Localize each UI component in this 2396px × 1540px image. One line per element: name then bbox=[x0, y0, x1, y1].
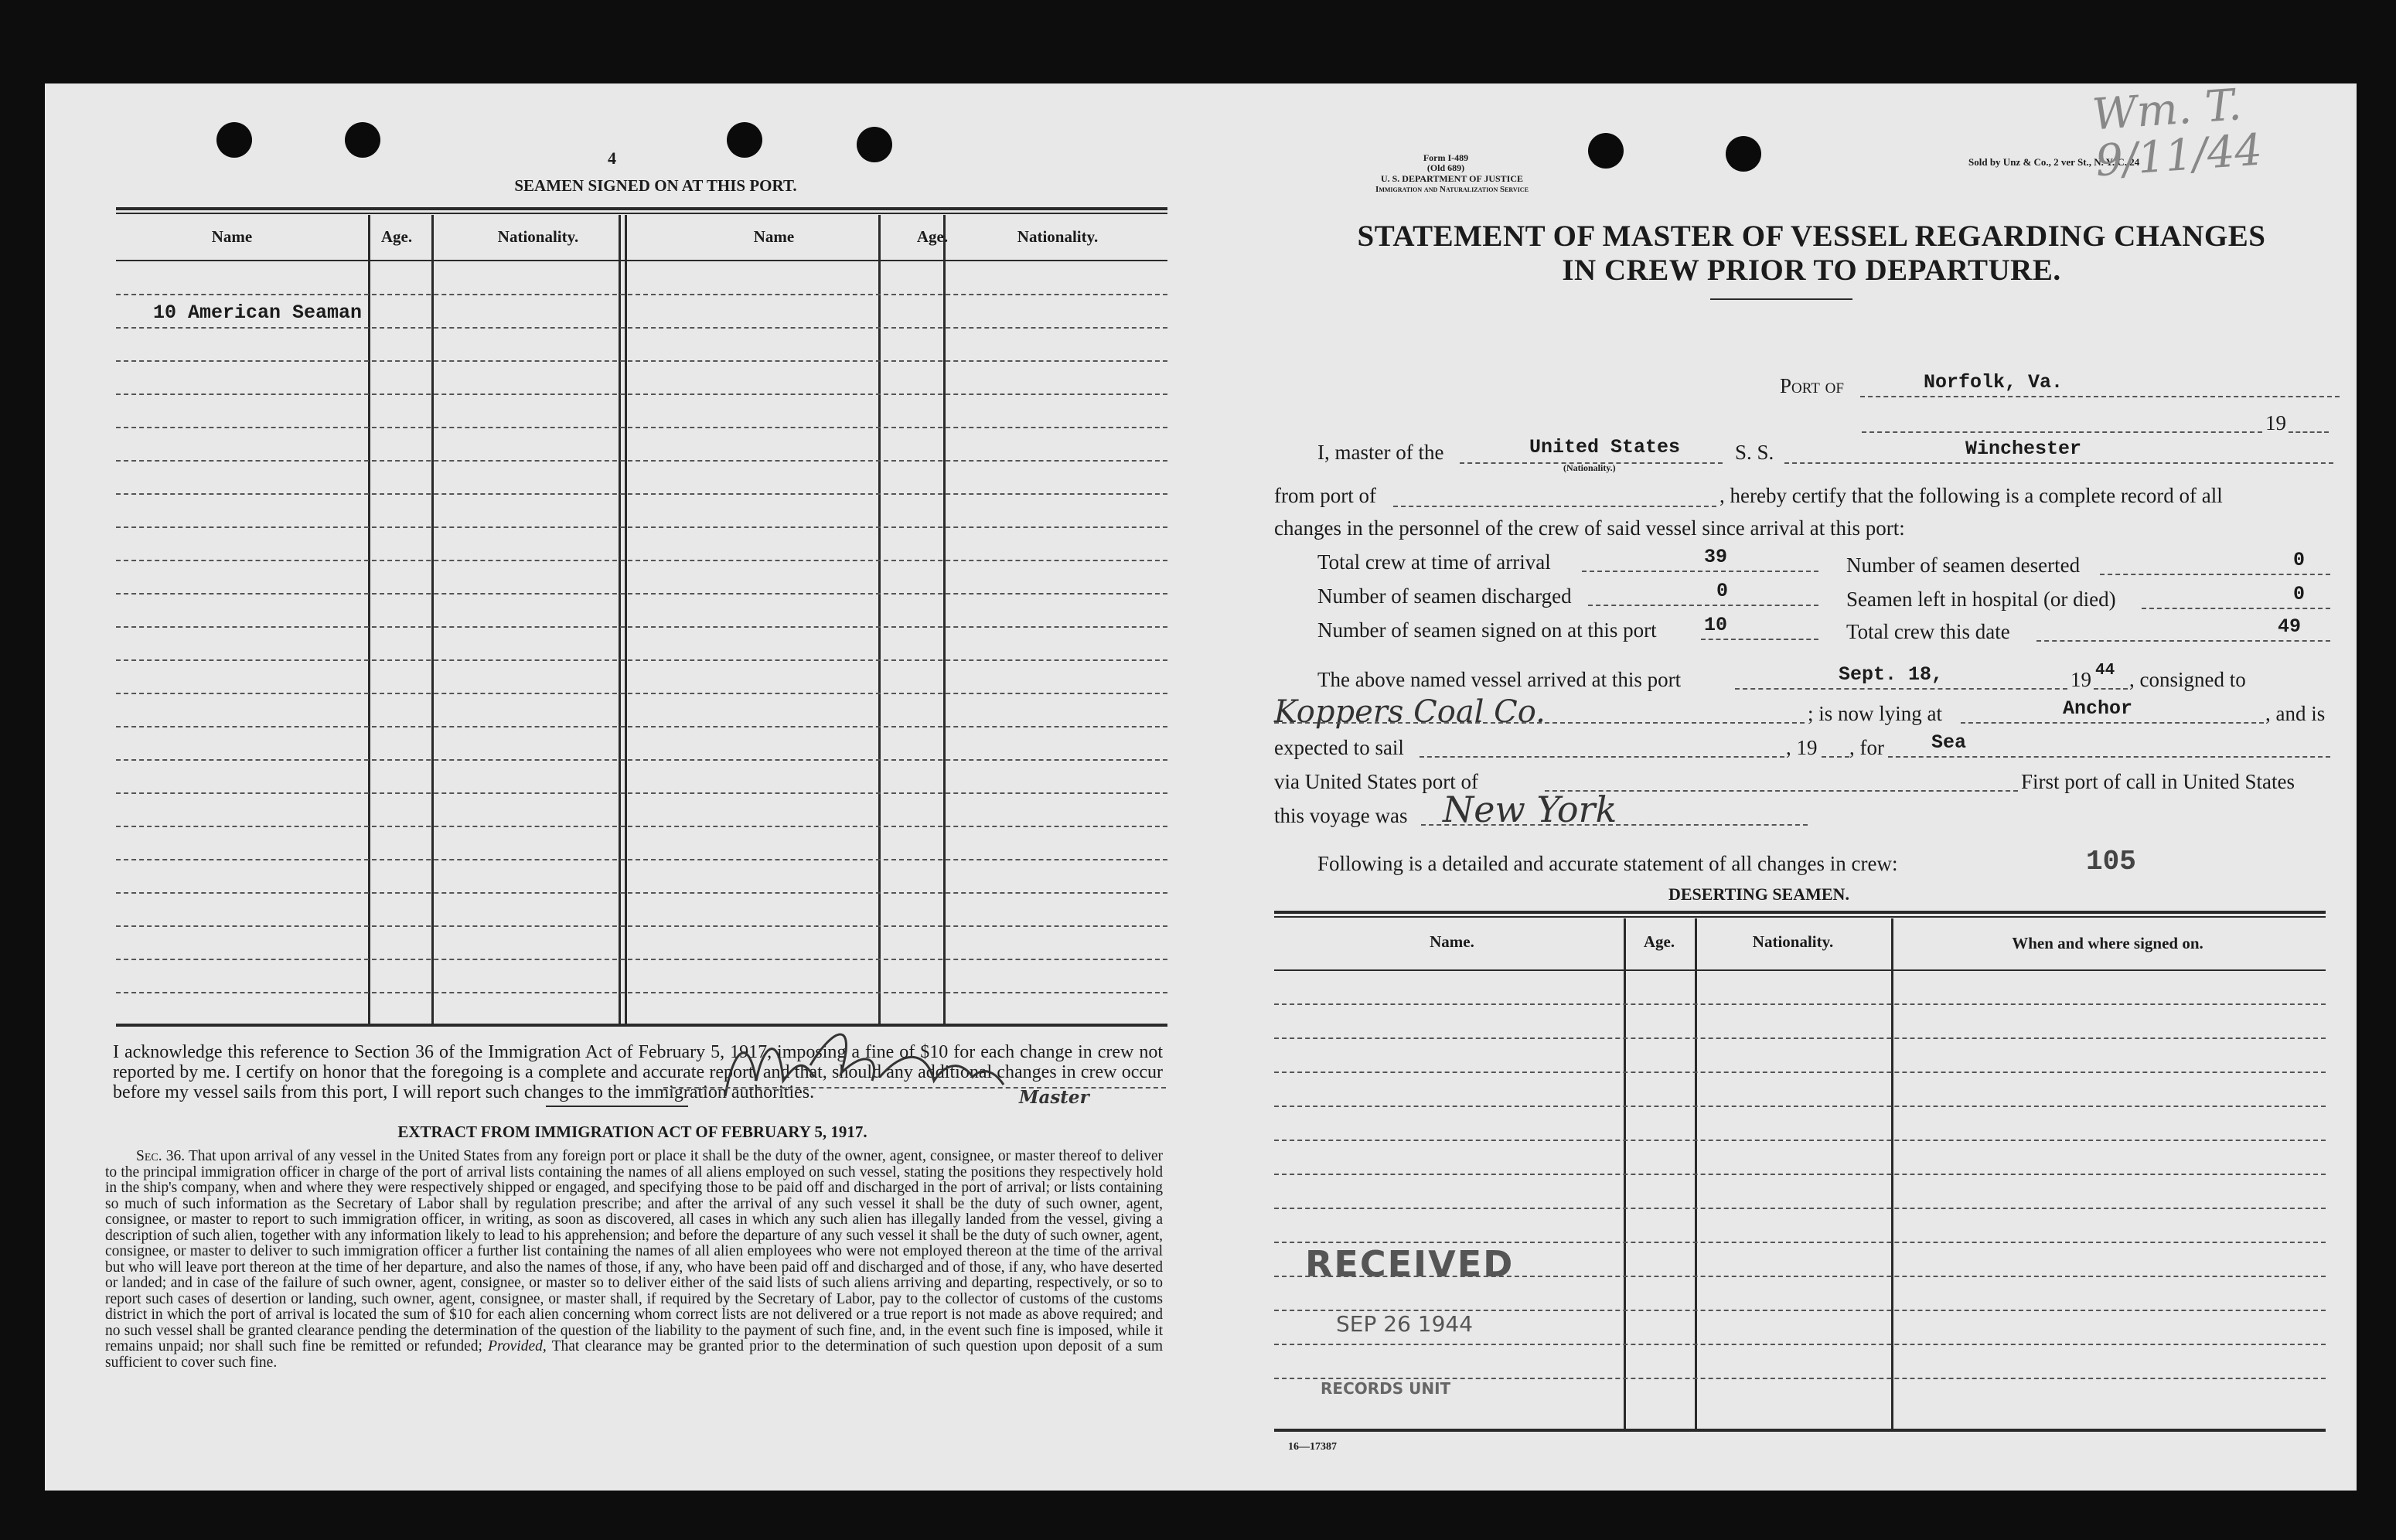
table-row bbox=[116, 959, 1167, 960]
field-line bbox=[1582, 571, 1818, 572]
table-row bbox=[1274, 1037, 2326, 1039]
document-sheet bbox=[45, 80, 2357, 1491]
following-text: Following is a detailed and accurate statement of all changes in crew: bbox=[1317, 852, 1898, 875]
vessel-name: Winchester bbox=[1965, 438, 2082, 460]
table-row bbox=[116, 493, 1167, 495]
extract-provided: Provided, bbox=[488, 1338, 547, 1354]
table-row bbox=[116, 460, 1167, 462]
table-top-rule bbox=[116, 213, 1167, 214]
consignee-handwritten: Koppers Coal Co. bbox=[1274, 694, 1546, 730]
voyage-line bbox=[1421, 824, 1808, 826]
table-row bbox=[1274, 1140, 2326, 1141]
via-port-label: via United States port of bbox=[1274, 770, 1478, 793]
table-row bbox=[116, 925, 1167, 927]
field-line bbox=[2142, 608, 2330, 609]
lying-at-line bbox=[1961, 722, 2264, 724]
punch-hole bbox=[345, 122, 380, 158]
seller-imprint: Sold by Unz & Co., 2 ver St., N. Y. C. 24 bbox=[1968, 156, 2140, 168]
for-label: , for bbox=[1849, 736, 1884, 759]
acknowledgment-paragraph: I acknowledge this reference to Section 36 of the Immigration Act of February 5, 1917, imposing a fine of $10 for each change in crew not reported by me. I certify on honor that the foregoing is a complete and accurate report, and that, should any additional changes in crew occur before my vessel sails from this port, I will report such changes to the immigration authorities. bbox=[113, 1042, 1163, 1102]
field-line bbox=[2036, 640, 2330, 642]
handwritten-corner-note: Wm. T. 9/11/44 bbox=[2091, 80, 2265, 187]
date-year-line bbox=[2289, 431, 2329, 433]
table-row bbox=[116, 394, 1167, 395]
extract-end: That clearance may be granted prior to the determination of such question upon deposit of a sum sufficient to cover such fine. bbox=[105, 1338, 1163, 1371]
received-stamp: RECEIVED bbox=[1305, 1243, 1515, 1285]
table-row bbox=[116, 526, 1167, 528]
port-value: Norfolk, Va. bbox=[1924, 371, 2064, 394]
expected-sail-label: expected to sail bbox=[1274, 736, 1404, 759]
column-header-nationality: Nationality. bbox=[497, 227, 579, 246]
header-rule bbox=[116, 260, 1167, 261]
footer-code: 16—17387 bbox=[1288, 1441, 1337, 1453]
port-line bbox=[1860, 396, 2340, 397]
table-row bbox=[116, 693, 1167, 694]
master-signature bbox=[679, 1003, 1034, 1112]
table-row bbox=[116, 626, 1167, 628]
table-row bbox=[1274, 1344, 2326, 1345]
column-divider bbox=[625, 215, 627, 1027]
discharged-value: 0 bbox=[1716, 580, 1729, 602]
hospital-value: 0 bbox=[2293, 583, 2306, 605]
certify-text: , hereby certify that the following is a complete record of all bbox=[1719, 484, 2223, 507]
extract-section-label: Sec. 36. bbox=[136, 1148, 186, 1164]
arrival-date-line bbox=[1735, 688, 2067, 690]
title-rule bbox=[1710, 298, 1852, 300]
extract-body: That upon arrival of any vessel in the United States from any foreign port or place it shall be the duty of the owner, agent, consignee, or master thereof to deliver to the principal immigration officer in charge of the port of arrival lists containing the names of all aliens employed on such vessel, stating the positions they respectively hold in the ship's company, when and where they were respectively shipped or engaged, and specifying those to be paid off and discharged in the port of arrival; or lists containing so much of such information as the Secretary of Labor shall by regulation prescribe; and after the arrival of any such vessel it shall be the duty of such owner, agent, consignee, or master to report to such immigration officer, in writing, as soon as discovered, all cases in which any such alien has illegally landed from the vessel, giving a description of such alien, together with any information likely to lead to his apprehension; and before the departure of any such vessel it shall be the duty of such owner, agent, consignee, or master to deliver to such immigration officer a further list containing the names of all alien employees who were not employed thereon at the time of the arrival but who will leave port thereon at the time of her departure, and also the names of those, if any, who have been paid off and discharged and of those, if any, who have deserted or landed; and in case of the failure of such owner, agent, consignee, or master so to deliver either of the said lists of such aliens arriving and departing, respectively, or so to report such cases of desertion or landing, such owner, agent, consignee, or master shall, if required by the Secretary of Labor, pay to the collector of customs of the customs district in which the port of arrival is located the sum of $10 for each alien concerning whom correct lists are not delivered or a true report is not made as above required; and no such vessel shall be granted clearance pending the determination of the question of the liability to the payment of such fine, and, in the event such fine is imposed, while it remains unpaid; nor shall such fine be remitted or refunded; bbox=[105, 1148, 1163, 1354]
arrival-date: Sept. 18, bbox=[1839, 663, 1944, 686]
crew-entry: 10 American Seaman bbox=[153, 302, 363, 324]
column-header-name: Name bbox=[211, 227, 253, 246]
column-divider bbox=[431, 215, 434, 1027]
stamp-number: 105 bbox=[2086, 846, 2136, 877]
first-port-label: First port of call in United States bbox=[2021, 770, 2295, 793]
table-top-rule bbox=[1274, 911, 2326, 914]
voyage-label: this voyage was bbox=[1274, 804, 1408, 827]
expected-year-prefix: , 19 bbox=[1786, 736, 1818, 759]
deserted-label: Number of seamen deserted bbox=[1846, 554, 2081, 577]
expected-year-line bbox=[1822, 756, 1849, 758]
separator-rule bbox=[546, 1106, 688, 1107]
table-top-rule bbox=[1274, 916, 2326, 918]
changes-text: changes in the personnel of the crew of said vessel since arrival at this port: bbox=[1274, 516, 1905, 540]
from-port-line bbox=[1393, 506, 1716, 507]
expected-sail-line bbox=[1420, 756, 1784, 758]
table-row bbox=[116, 792, 1167, 794]
punch-hole bbox=[727, 122, 762, 158]
punch-hole bbox=[216, 122, 252, 158]
punch-hole bbox=[857, 127, 892, 162]
table-row bbox=[1274, 1003, 2326, 1005]
arrival-year: 44 bbox=[2095, 662, 2115, 680]
table-row bbox=[1274, 1174, 2326, 1175]
total-crew-arrival-label: Total crew at time of arrival bbox=[1317, 550, 1551, 574]
signed-on-value: 10 bbox=[1704, 614, 1728, 636]
table-row bbox=[116, 294, 1167, 295]
total-today-value: 49 bbox=[2278, 615, 2302, 638]
column-header-nationality: Nationality. bbox=[1752, 932, 1834, 951]
ss-label: S. S. bbox=[1735, 441, 1774, 464]
table-row bbox=[116, 992, 1167, 993]
total-today-label: Total crew this date bbox=[1846, 620, 2010, 643]
table-row bbox=[116, 327, 1167, 329]
received-stamp-unit: RECORDS UNIT bbox=[1321, 1379, 1451, 1398]
field-line bbox=[1588, 605, 1818, 606]
and-is-label: , and is bbox=[2265, 702, 2326, 725]
extract-title: EXTRACT FROM IMMIGRATION ACT OF FEBRUARY 5, 1917. bbox=[397, 1123, 867, 1141]
date-year-prefix: 19 bbox=[2265, 411, 2286, 434]
arrived-label: The above named vessel arrived at this port bbox=[1317, 668, 1682, 691]
column-header-name: Name bbox=[753, 227, 795, 246]
table-row bbox=[1274, 1106, 2326, 1107]
lying-at-label: ; is now lying at bbox=[1808, 702, 1942, 725]
column-header-signed-on: When and where signed on. bbox=[2012, 934, 2203, 952]
consigned-to-label: , consigned to bbox=[2129, 668, 2246, 691]
destination-value: Sea bbox=[1931, 731, 1967, 754]
table-row bbox=[116, 427, 1167, 428]
table-row bbox=[1274, 1072, 2326, 1073]
date-line bbox=[1862, 431, 2262, 433]
table-row bbox=[116, 659, 1167, 661]
form-number: Form I-489 bbox=[1423, 152, 1469, 163]
form-title bbox=[1274, 220, 2349, 288]
lying-at-value: Anchor bbox=[2063, 697, 2133, 720]
consignee-line bbox=[1274, 722, 1805, 724]
table-row bbox=[116, 826, 1167, 827]
table-row bbox=[116, 759, 1167, 761]
column-header-age: Age. bbox=[916, 227, 949, 246]
port-label: Port of bbox=[1780, 374, 1844, 397]
form-title-line-2: IN CREW PRIOR TO DEPARTURE. bbox=[1562, 254, 2061, 287]
deserting-section-title: DESERTING SEAMEN. bbox=[1668, 884, 1849, 904]
destination-line bbox=[1888, 756, 2330, 758]
field-line bbox=[1701, 639, 1818, 640]
punch-hole bbox=[1726, 136, 1761, 172]
field-line bbox=[2100, 574, 2330, 575]
header-rule bbox=[1274, 969, 2326, 971]
column-header-age: Age. bbox=[380, 227, 413, 246]
signature-line bbox=[663, 1087, 1166, 1089]
received-stamp-date: SEP 26 1944 bbox=[1336, 1311, 1474, 1337]
form-header bbox=[1384, 153, 1508, 173]
from-port-label: from port of bbox=[1274, 484, 1376, 507]
column-divider bbox=[943, 215, 946, 1027]
vessel-line bbox=[1784, 462, 2333, 464]
signed-on-label: Number of seamen signed on at this port bbox=[1317, 618, 1657, 642]
form-old-number: (Old 689) bbox=[1426, 162, 1465, 173]
left-section-title: SEAMEN SIGNED ON AT THIS PORT. bbox=[514, 176, 797, 195]
total-crew-arrival-value: 39 bbox=[1704, 546, 1728, 568]
deserted-value: 0 bbox=[2293, 549, 2306, 571]
master-of-label: I, master of the bbox=[1317, 441, 1444, 464]
table-row bbox=[116, 892, 1167, 894]
table-row bbox=[116, 593, 1167, 595]
table-row bbox=[1274, 1208, 2326, 1209]
form-title-line-1: STATEMENT OF MASTER OF VESSEL REGARDING CHANGES bbox=[1357, 220, 2266, 253]
column-divider bbox=[368, 215, 370, 1027]
punch-hole bbox=[1588, 133, 1624, 169]
column-header-nationality: Nationality. bbox=[1017, 227, 1099, 246]
voyage-value-handwritten: New York bbox=[1443, 789, 1617, 830]
page-number: 4 bbox=[608, 148, 616, 168]
table-row bbox=[116, 859, 1167, 860]
hospital-label: Seamen left in hospital (or died) bbox=[1846, 588, 2116, 611]
nationality-caption: (Nationality.) bbox=[1563, 462, 1616, 473]
extract-paragraph bbox=[105, 1149, 1163, 1371]
discharged-label: Number of seamen discharged bbox=[1317, 584, 1572, 608]
column-divider bbox=[878, 215, 881, 1027]
table-top-rule bbox=[116, 207, 1167, 210]
arrival-year-line bbox=[2094, 688, 2128, 690]
table-row bbox=[116, 726, 1167, 727]
table-bottom-rule bbox=[1274, 1429, 2326, 1432]
agency-header bbox=[1290, 173, 1614, 195]
column-header-age: Age. bbox=[1643, 932, 1675, 951]
column-header-name: Name. bbox=[1430, 932, 1474, 951]
column-divider bbox=[619, 215, 621, 1027]
nationality-value: United States bbox=[1529, 436, 1681, 458]
arrival-year-prefix: 19 bbox=[2071, 668, 2091, 691]
service-name: Immigration and Naturalization Service bbox=[1375, 185, 1529, 194]
master-label: Master bbox=[1019, 1087, 1089, 1108]
table-row bbox=[116, 360, 1167, 362]
department-name: U. S. DEPARTMENT OF JUSTICE bbox=[1380, 173, 1524, 184]
table-row bbox=[116, 560, 1167, 561]
